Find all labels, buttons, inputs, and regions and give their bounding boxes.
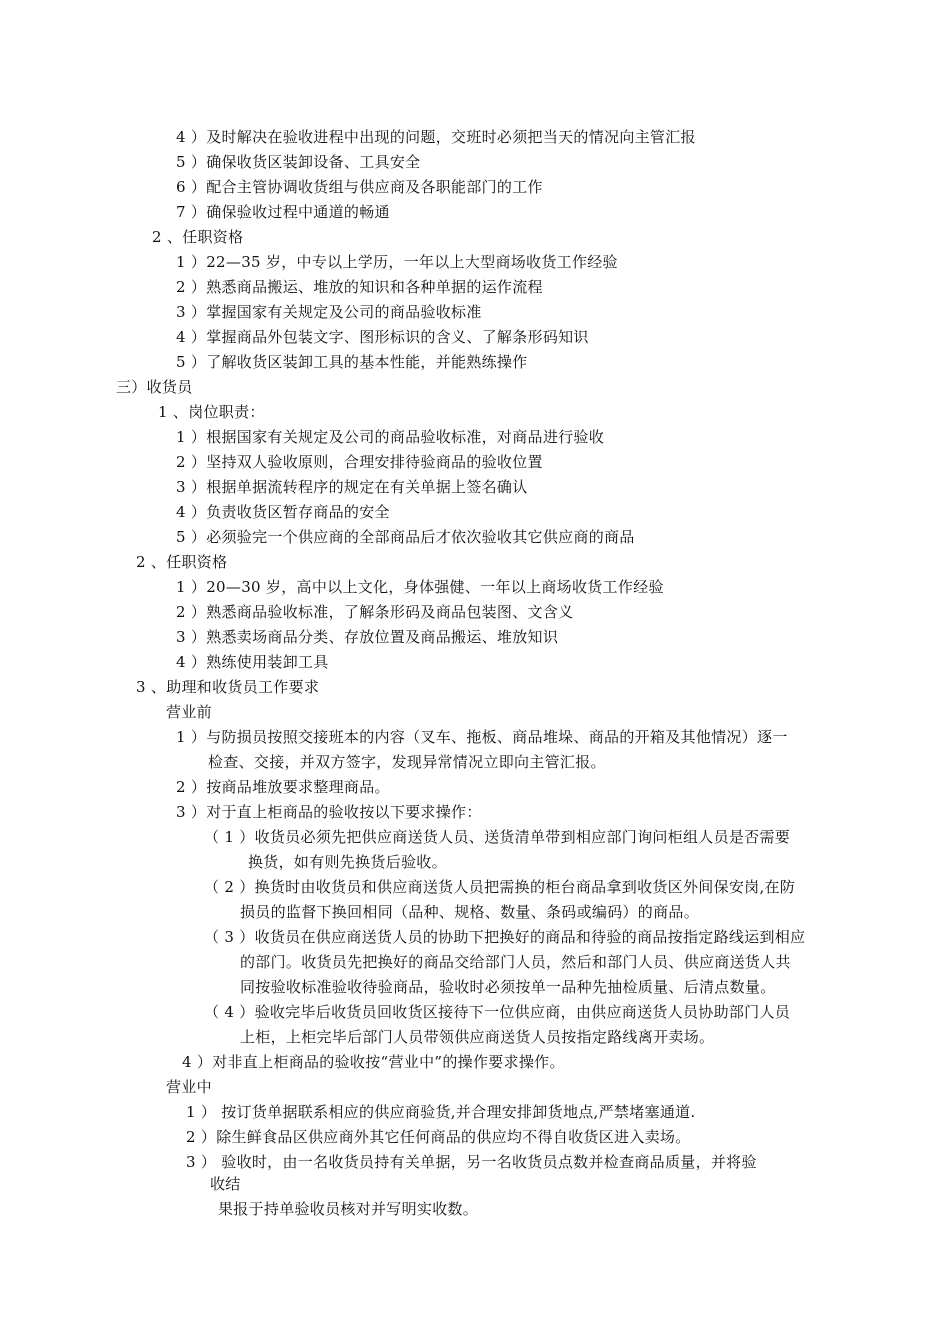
text-line: 2 ）熟悉商品验收标准，了解条形码及商品包装图、文含义 [176,603,574,621]
text-line: 收结 [210,1175,241,1193]
text-line: 2 ）除生鲜食品区供应商外其它任何商品的供应均不得自收货区进入卖场。 [186,1128,691,1146]
text-line: 4 ）对非直上柜商品的验收按“营业中”的操作要求操作。 [182,1053,565,1071]
section-heading: 2 、任职资格 [136,553,228,571]
text-line: 5 ）了解收货区装卸工具的基本性能，并能熟练操作 [176,353,528,371]
text-line: 2 ）坚持双人验收原则，合理安排待验商品的验收位置 [176,453,543,471]
text-line: 6 ）配合主管协调收货组与供应商及各职能部门的工作 [176,178,543,196]
text-line: （ 2 ）换货时由收货员和供应商送货人员把需换的柜台商品拿到收货区外间保安岗,在防 [204,878,796,896]
text-line: 4 ）负责收货区暂存商品的安全 [176,503,390,521]
text-line: 2 ）按商品堆放要求整理商品。 [176,778,390,796]
text-line: （ 1 ）收货员必须先把供应商送货人员、送货清单带到相应部门询问柜组人员是否需要 [204,828,791,846]
text-line: 3 ）根据单据流转程序的规定在有关单据上签名确认 [176,478,528,496]
subsection-heading: 营业中 [166,1078,212,1096]
text-line: 的部门。收货员先把换好的商品交给部门人员，然后和部门人员、供应商送货人共 [240,953,791,971]
text-line: 4 ）熟练使用装卸工具 [176,653,329,671]
text-line: 7 ）确保验收过程中通道的畅通 [176,203,390,221]
section-heading: 3 、助理和收货员工作要求 [136,678,320,696]
text-line: 损员的监督下换回相同（品种、规格、数量、条码或编码）的商品。 [240,903,700,921]
text-line: 同按验收标准验收待验商品，验收时必须按单一品种先抽检质量、后清点数量。 [240,978,776,996]
text-line: 1 ）20—30 岁，高中以上文化，身体强健、一年以上商场收货工作经验 [176,578,664,596]
text-line: 5 ）必须验完一个供应商的全部商品后才依次验收其它供应商的商品 [176,528,635,546]
text-line: 2 ）熟悉商品搬运、堆放的知识和各种单据的运作流程 [176,278,543,296]
text-line: 1 ）根据国家有关规定及公司的商品验收标准，对商品进行验收 [176,428,605,446]
section-heading: 2 、任职资格 [152,228,244,246]
section-heading: 1 、岗位职责： [158,403,265,421]
text-line: 1 ）22—35 岁，中专以上学历，一年以上大型商场收货工作经验 [176,253,618,271]
text-line: 3 ）对于直上柜商品的验收按以下要求操作： [176,803,482,821]
text-line: 1 ）与防损员按照交接班本的内容（叉车、拖板、商品堆垛、商品的开箱及其他情况）逐一 [176,728,788,746]
text-line: 5 ）确保收货区装卸设备、工具安全 [176,153,421,171]
text-line: 检查、交接，并双方签字，发现异常情况立即向主管汇报。 [208,753,606,771]
text-line: 3 ） 验收时，由一名收货员持有关单据，另一名收货员点数并检查商品质量，并将验 [186,1153,757,1171]
text-line: 4 ）及时解决在验收进程中出现的问题，交班时必须把当天的情况向主管汇报 [176,128,696,146]
text-line: 上柜，上柜完毕后部门人员带领供应商送货人员按指定路线离开卖场。 [240,1028,715,1046]
text-line: 4 ）掌握商品外包装文字、图形标识的含义、了解条形码知识 [176,328,589,346]
text-line: （ 4 ）验收完毕后收货员回收货区接待下一位供应商，由供应商送货人员协助部门人员 [204,1003,791,1021]
text-line: 3 ）掌握国家有关规定及公司的商品验收标准 [176,303,482,321]
text-line: 果报于持单验收员核对并写明实收数。 [218,1200,479,1218]
subsection-heading: 营业前 [166,703,212,721]
section-heading: 三）收货员 [116,378,193,396]
text-line: （ 3 ）收货员在供应商送货人员的协助下把换好的商品和待验的商品按指定路线运到相应 [204,928,806,946]
text-line: 换货，如有则先换货后验收。 [248,853,447,871]
text-line: 1 ） 按订货单据联系相应的供应商验货,并合理安排卸货地点,严禁堵塞通道. [186,1103,696,1121]
text-line: 3 ）熟悉卖场商品分类、存放位置及商品搬运、堆放知识 [176,628,559,646]
